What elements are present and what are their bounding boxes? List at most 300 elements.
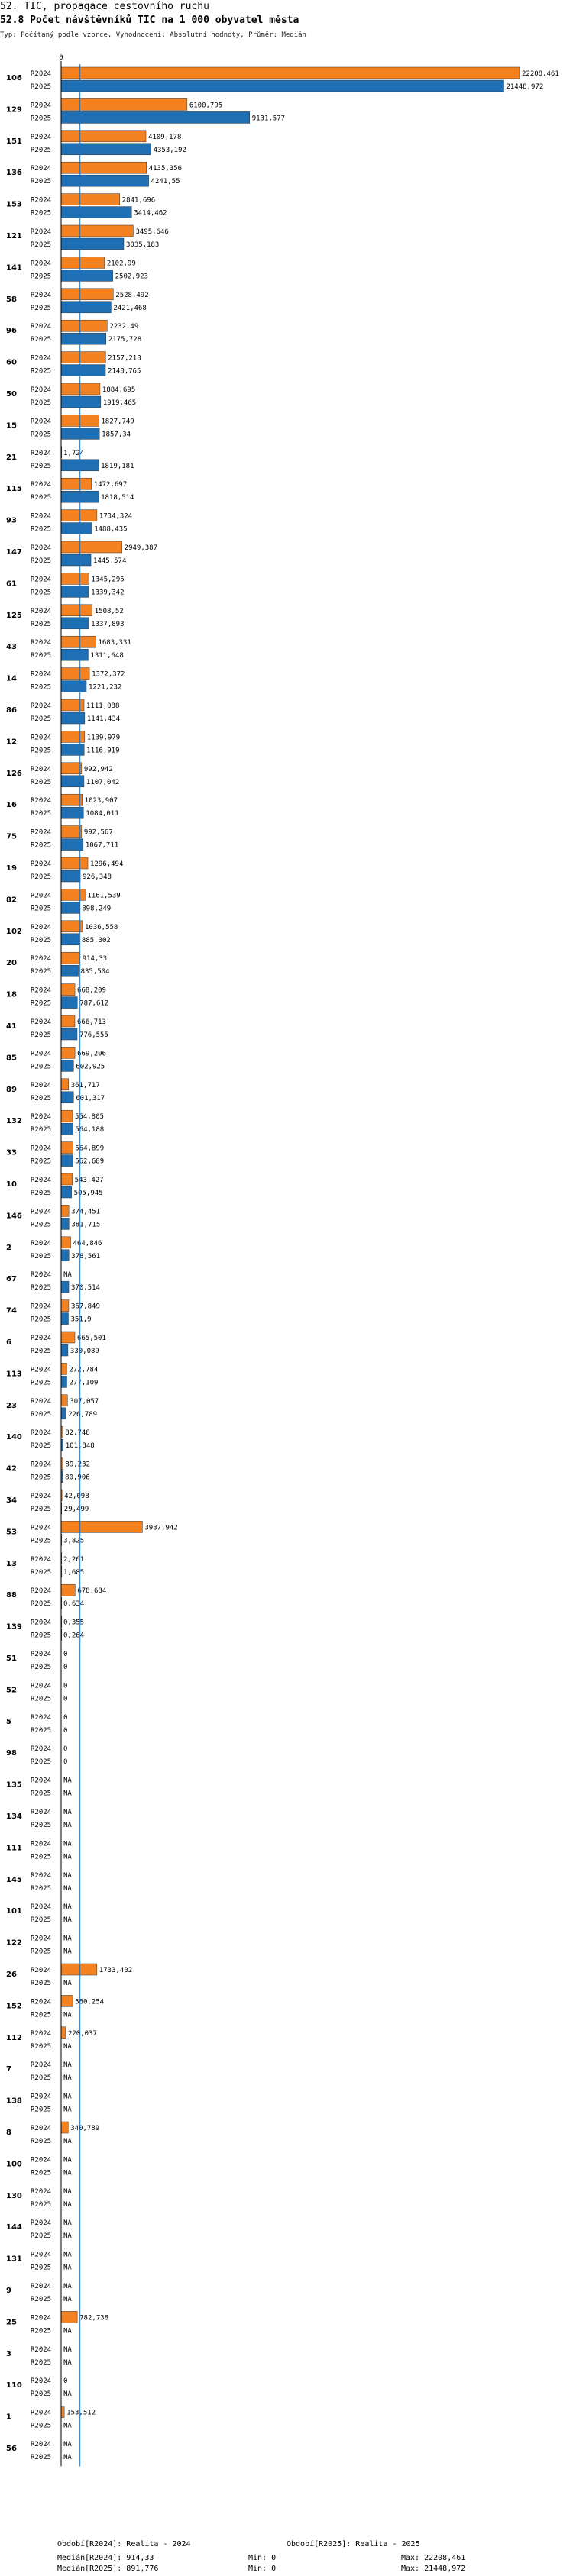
data-label-r2024: 669,206 — [77, 1050, 107, 1058]
group-label: 139 — [6, 1622, 22, 1632]
data-label-r2025: NA — [63, 2138, 72, 2145]
data-label-r2024: 554,805 — [74, 1113, 104, 1122]
bar-r2025 — [61, 523, 92, 534]
group-label: 7 — [6, 2065, 11, 2074]
series-label-r2024: R2024 — [31, 1177, 52, 1184]
data-label-r2025: 1445,574 — [93, 557, 127, 565]
data-label-r2024: 361,717 — [70, 1081, 100, 1089]
series-label-r2025: R2025 — [31, 999, 52, 1008]
series-label-r2024: R2024 — [31, 2187, 52, 2196]
data-label-r2025: 21448,972 — [506, 83, 544, 91]
series-label-r2024: R2024 — [31, 765, 52, 773]
series-label-r2024: R2024 — [31, 1018, 52, 1026]
group-label: 12 — [6, 738, 17, 747]
data-label-r2024: NA — [63, 2093, 72, 2101]
series-label-r2024: R2024 — [31, 2093, 52, 2101]
data-label-r2025: 0 — [63, 1758, 68, 1767]
bar-r2024 — [61, 699, 84, 711]
data-label-r2024: 1472,697 — [93, 481, 128, 489]
data-label-r2025: 1107,042 — [86, 778, 120, 786]
data-label-r2024: 564,899 — [75, 1144, 105, 1153]
series-label-r2025: R2025 — [31, 1252, 52, 1261]
data-label-r2024: 665,501 — [76, 1335, 106, 1342]
series-label-r2024: R2024 — [31, 1461, 52, 1469]
bar-r2025 — [61, 902, 79, 913]
series-label-r2024: R2024 — [31, 986, 52, 995]
group-label: 53 — [6, 1528, 17, 1537]
series-label-r2024: R2024 — [31, 512, 52, 521]
series-label-r2024: R2024 — [31, 2314, 52, 2323]
series-label-r2025: R2025 — [31, 715, 52, 723]
bar-r2024 — [61, 1047, 75, 1058]
bar-r2025 — [61, 1092, 73, 1103]
data-label-r2025: NA — [63, 2042, 72, 2051]
series-label-r2024: R2024 — [31, 797, 52, 805]
series-label-r2024: R2024 — [31, 2219, 52, 2228]
bar-r2024 — [61, 352, 105, 363]
bar-r2024 — [61, 763, 82, 774]
group-label: 113 — [6, 1370, 22, 1379]
series-label-r2024: R2024 — [31, 607, 52, 615]
group-label: 86 — [6, 706, 17, 715]
series-label-r2024: R2024 — [31, 1144, 52, 1153]
group-label: 82 — [6, 896, 17, 905]
group-label: 33 — [6, 1148, 17, 1157]
bar-r2024 — [61, 510, 97, 521]
data-label-r2025: 602,925 — [76, 1063, 105, 1071]
data-label-r2024: 2949,387 — [124, 544, 158, 552]
series-label-r2024: R2024 — [31, 102, 52, 110]
series-label-r2025: R2025 — [31, 1410, 52, 1419]
data-label-r2024: 3937,942 — [144, 1524, 178, 1532]
data-label-r2025: 1084,011 — [86, 810, 119, 818]
group-label: 21 — [6, 453, 17, 462]
data-label-r2024: 153,512 — [66, 2409, 96, 2417]
data-label-r2025: 3035,183 — [126, 241, 160, 249]
series-label-r2024: R2024 — [31, 923, 52, 931]
data-label-r2024: 340,789 — [70, 2125, 100, 2132]
group-label: 6 — [6, 1338, 11, 1347]
group-label: 23 — [6, 1401, 17, 1410]
data-label-r2025: 9131,577 — [251, 115, 286, 123]
series-label-r2025: R2025 — [31, 841, 52, 850]
bar-r2025 — [61, 934, 79, 945]
group-label: 75 — [6, 832, 17, 841]
data-label-r2025: 835,504 — [80, 968, 110, 976]
series-label-r2025: R2025 — [31, 1190, 52, 1197]
bar-r2024 — [61, 605, 92, 616]
bar-r2024 — [61, 1584, 75, 1596]
data-label-r2024: 1111,088 — [86, 702, 120, 710]
bar-r2025 — [61, 1344, 68, 1356]
data-label-r2024: 42,098 — [64, 1493, 89, 1500]
series-label-r2024: R2024 — [31, 1335, 52, 1342]
bar-r2025 — [61, 744, 84, 755]
series-label-r2024: R2024 — [31, 1050, 52, 1058]
data-label-r2025: 0 — [63, 1726, 68, 1735]
series-label-r2025: R2025 — [31, 1600, 52, 1609]
data-label-r2025: 1221,232 — [88, 683, 122, 692]
bar-r2025 — [61, 238, 124, 250]
data-label-r2025: 381,715 — [71, 1221, 101, 1229]
series-label-r2025: R2025 — [31, 1916, 52, 1925]
group-label: 18 — [6, 990, 17, 999]
series-label-r2025: R2025 — [31, 1506, 52, 1513]
series-label-r2025: R2025 — [31, 2200, 52, 2209]
data-label-r2025: 2175,728 — [108, 336, 142, 344]
bar-r2025 — [61, 144, 151, 155]
bar-r2024 — [61, 1142, 73, 1154]
group-label: 10 — [6, 1180, 17, 1189]
series-label-r2024: R2024 — [31, 702, 52, 710]
series-label-r2024: R2024 — [31, 544, 52, 552]
series-label-r2024: R2024 — [31, 2251, 52, 2259]
data-label-r2024: 0,355 — [63, 1619, 85, 1627]
series-label-r2024: R2024 — [31, 2345, 52, 2354]
data-label-r2025: NA — [63, 2232, 72, 2241]
bar-r2024 — [61, 857, 88, 869]
group-label: 130 — [6, 2191, 22, 2200]
data-label-r2024: 678,684 — [77, 1587, 107, 1596]
group-label: 60 — [6, 358, 17, 367]
bar-r2025 — [61, 1218, 69, 1229]
group-label: 34 — [6, 1496, 17, 1505]
bar-r2024 — [61, 383, 100, 395]
data-label-r2025: NA — [63, 1853, 72, 1861]
footer-median-r2025: Medián[R2025]: 891,776 — [57, 2565, 159, 2573]
data-label-r2025: 1,685 — [63, 1568, 85, 1577]
data-label-r2024: 1161,539 — [87, 892, 121, 900]
bar-r2024 — [61, 636, 96, 647]
data-label-r2024: NA — [63, 1935, 72, 1943]
bar-r2025 — [61, 1060, 73, 1071]
data-label-r2025: 4353,192 — [153, 146, 186, 154]
series-label-r2025: R2025 — [31, 810, 52, 818]
group-label: 85 — [6, 1054, 17, 1063]
series-label-r2024: R2024 — [31, 1777, 52, 1785]
bar-r2024 — [61, 1205, 69, 1216]
group-label: 67 — [6, 1275, 17, 1284]
series-label-r2024: R2024 — [31, 576, 52, 584]
data-label-r2025: 926,348 — [83, 873, 112, 881]
series-label-r2025: R2025 — [31, 1568, 52, 1577]
series-label-r2024: R2024 — [31, 1429, 52, 1438]
data-label-r2025: 564,188 — [75, 1126, 105, 1135]
data-label-r2024: NA — [63, 1777, 72, 1785]
group-label: 110 — [6, 2381, 22, 2390]
data-label-r2024: NA — [63, 2156, 72, 2164]
data-label-r2025: 1337,893 — [91, 620, 125, 628]
data-label-r2025: NA — [63, 1790, 72, 1798]
data-label-r2024: NA — [63, 2441, 72, 2448]
data-label-r2025: 1819,181 — [101, 462, 134, 470]
x-tick-label: 0 — [59, 54, 63, 62]
group-label: 1 — [6, 2413, 11, 2422]
data-label-r2024: 89,232 — [65, 1461, 90, 1469]
bar-r2025 — [61, 1376, 66, 1387]
bar-r2024 — [61, 289, 113, 300]
data-label-r2025: 601,317 — [76, 1094, 105, 1102]
data-label-r2024: 220,037 — [67, 2029, 97, 2038]
data-label-r2024: 1036,558 — [85, 923, 118, 931]
bar-r2025 — [61, 649, 88, 660]
data-label-r2024: 1827,749 — [101, 418, 134, 426]
group-label: 42 — [6, 1464, 17, 1474]
data-label-r2024: 992,567 — [83, 828, 113, 837]
group-label: 74 — [6, 1306, 17, 1315]
series-label-r2025: R2025 — [31, 2138, 52, 2145]
series-label-r2025: R2025 — [31, 620, 52, 628]
series-label-r2025: R2025 — [31, 968, 52, 976]
series-label-r2024: R2024 — [31, 481, 52, 489]
series-label-r2024: R2024 — [31, 418, 52, 426]
bar-r2024 — [61, 67, 520, 79]
data-label-r2025: 330,089 — [70, 1348, 99, 1355]
data-label-r2025: NA — [63, 2327, 72, 2336]
series-label-r2024: R2024 — [31, 323, 52, 331]
bar-r2024 — [61, 1332, 75, 1343]
group-label: 19 — [6, 864, 17, 873]
series-label-r2025: R2025 — [31, 367, 52, 376]
data-label-r2024: 2157,218 — [108, 354, 141, 363]
series-label-r2024: R2024 — [31, 2283, 52, 2290]
group-label: 9 — [6, 2287, 11, 2295]
series-label-r2025: R2025 — [31, 1884, 52, 1893]
group-label: 100 — [6, 2160, 22, 2169]
data-label-r2024: 560,254 — [75, 1998, 105, 2006]
group-label: 88 — [6, 1591, 17, 1600]
series-label-r2024: R2024 — [31, 1113, 52, 1122]
data-label-r2025: NA — [63, 1822, 72, 1829]
series-label-r2025: R2025 — [31, 399, 52, 407]
data-label-r2024: 1139,979 — [86, 734, 121, 742]
series-label-r2024: R2024 — [31, 1998, 52, 2006]
series-label-r2024: R2024 — [31, 449, 52, 457]
data-label-r2025: 0 — [63, 1695, 68, 1703]
group-label: 43 — [6, 643, 17, 652]
data-label-r2024: NA — [63, 1903, 72, 1912]
group-label: 136 — [6, 169, 22, 178]
group-label: 13 — [6, 1559, 17, 1568]
series-label-r2024: R2024 — [31, 1745, 52, 1754]
group-label: 126 — [6, 769, 22, 778]
group-label: 146 — [6, 1212, 22, 1221]
bar-r2025 — [61, 80, 503, 92]
bar-r2024 — [61, 225, 133, 237]
series-label-r2025: R2025 — [31, 1094, 52, 1102]
bar-r2025 — [61, 870, 80, 882]
series-label-r2024: R2024 — [31, 2441, 52, 2448]
group-label: 98 — [6, 1749, 17, 1758]
data-label-r2024: 1733,402 — [99, 1967, 133, 1974]
series-label-r2025: R2025 — [31, 273, 52, 281]
bar-r2024 — [61, 1079, 69, 1090]
data-label-r2025: 562,689 — [75, 1157, 105, 1166]
bar-r2024 — [61, 320, 107, 331]
data-label-r2024: 6100,795 — [189, 102, 223, 110]
group-label: 111 — [6, 1844, 22, 1853]
bar-r2024 — [61, 2027, 66, 2039]
data-label-r2025: 776,555 — [79, 1031, 108, 1039]
data-label-r2025: NA — [63, 2358, 72, 2367]
bar-r2024 — [61, 257, 105, 268]
series-label-r2025: R2025 — [31, 525, 52, 534]
bar-r2024 — [61, 921, 83, 932]
group-label: 26 — [6, 1971, 17, 1979]
bar-r2025 — [61, 1250, 69, 1261]
bar-r2024 — [61, 1110, 73, 1122]
bar-r2025 — [61, 207, 131, 218]
footer-period-r2024: Období[R2024]: Realita - 2024 — [57, 2540, 191, 2549]
group-label: 151 — [6, 137, 22, 146]
group-label: 14 — [6, 674, 17, 683]
series-label-r2024: R2024 — [31, 260, 52, 268]
series-label-r2025: R2025 — [31, 2074, 52, 2083]
chart-description: Typ: Počítaný podle vzorce, Vyhodnocení: Absolutní hodnoty, Průměr: Medián — [0, 31, 306, 39]
data-label-r2025: 1311,648 — [90, 652, 124, 660]
bar-r2024 — [61, 1173, 73, 1185]
data-label-r2025: NA — [63, 2106, 72, 2114]
data-label-r2024: 1884,695 — [102, 386, 136, 394]
data-label-r2024: NA — [63, 1271, 72, 1280]
bar-r2025 — [61, 396, 101, 408]
group-label: 61 — [6, 579, 17, 589]
data-label-r2024: 464,846 — [73, 1239, 102, 1248]
chart-title: 52. TIC, propagace cestovního ruchu — [0, 1, 209, 12]
bar-r2024 — [61, 162, 147, 173]
data-label-r2024: 22208,461 — [522, 70, 559, 78]
bar-r2024 — [61, 2407, 64, 2418]
data-label-r2024: 1508,52 — [94, 607, 124, 615]
data-label-r2024: 0 — [63, 2377, 68, 2386]
group-label: 41 — [6, 1022, 17, 1031]
data-label-r2025: 4241,55 — [151, 178, 180, 186]
series-label-r2025: R2025 — [31, 2327, 52, 2336]
series-label-r2024: R2024 — [31, 892, 52, 900]
series-label-r2025: R2025 — [31, 494, 52, 502]
series-label-r2024: R2024 — [31, 1713, 52, 1722]
group-label: 132 — [6, 1117, 22, 1126]
group-label: 50 — [6, 390, 17, 399]
data-label-r2025: NA — [63, 1884, 72, 1893]
data-label-r2025: NA — [63, 2296, 72, 2303]
data-label-r2025: NA — [63, 2390, 72, 2399]
series-label-r2025: R2025 — [31, 1442, 52, 1451]
data-label-r2025: NA — [63, 1948, 72, 1956]
data-label-r2024: 0 — [63, 1745, 68, 1754]
series-label-r2025: R2025 — [31, 2422, 52, 2430]
series-label-r2025: R2025 — [31, 83, 52, 91]
series-label-r2025: R2025 — [31, 2232, 52, 2241]
data-label-r2025: 505,945 — [73, 1190, 103, 1197]
group-label: 2 — [6, 1243, 11, 1252]
group-label: 129 — [6, 105, 22, 115]
bar-r2024 — [61, 1015, 75, 1027]
data-label-r2024: NA — [63, 2283, 72, 2290]
series-label-r2025: R2025 — [31, 2264, 52, 2272]
series-label-r2024: R2024 — [31, 1493, 52, 1500]
data-label-r2024: 4109,178 — [148, 133, 182, 141]
series-label-r2025: R2025 — [31, 2390, 52, 2399]
series-label-r2025: R2025 — [31, 209, 52, 218]
data-label-r2025: 1818,514 — [101, 494, 134, 502]
group-label: 16 — [6, 801, 17, 810]
bar-r2025 — [61, 1186, 72, 1198]
series-label-r2024: R2024 — [31, 1651, 52, 1658]
series-label-r2024: R2024 — [31, 2061, 52, 2070]
group-label: 115 — [6, 485, 22, 494]
series-label-r2025: R2025 — [31, 747, 52, 755]
data-label-r2025: 2502,923 — [115, 273, 148, 281]
group-label: 121 — [6, 232, 22, 240]
series-label-r2025: R2025 — [31, 589, 52, 597]
bar-r2024 — [61, 131, 146, 142]
data-label-r2024: 3495,646 — [135, 228, 169, 236]
bar-r2024 — [61, 952, 80, 964]
data-label-r2024: 4135,356 — [148, 165, 183, 173]
bar-r2024 — [61, 2122, 68, 2133]
data-label-r2024: 782,738 — [79, 2314, 109, 2323]
bar-r2024 — [61, 1300, 69, 1312]
series-label-r2025: R2025 — [31, 1474, 52, 1482]
bar-r2024 — [61, 541, 122, 553]
group-label: 122 — [6, 1938, 22, 1948]
data-label-r2024: 543,427 — [74, 1177, 104, 1184]
data-label-r2025: NA — [63, 2454, 72, 2461]
data-label-r2025: 1339,342 — [91, 589, 125, 597]
group-label: 106 — [6, 74, 22, 82]
bar-r2025 — [61, 270, 113, 281]
group-label: 56 — [6, 2445, 17, 2453]
series-label-r2024: R2024 — [31, 1397, 52, 1406]
series-label-r2024: R2024 — [31, 1682, 52, 1690]
bar-r2025 — [61, 302, 111, 313]
series-label-r2025: R2025 — [31, 1063, 52, 1071]
series-label-r2024: R2024 — [31, 639, 52, 647]
data-label-r2024: NA — [63, 2187, 72, 2196]
data-label-r2025: 1067,711 — [85, 841, 119, 850]
bar-r2024 — [61, 668, 89, 680]
data-label-r2024: 2102,99 — [106, 260, 136, 268]
series-label-r2025: R2025 — [31, 1221, 52, 1229]
data-label-r2024: 914,33 — [82, 955, 108, 964]
series-label-r2025: R2025 — [31, 1726, 52, 1735]
chart-footer — [0, 2539, 573, 2576]
series-label-r2024: R2024 — [31, 1871, 52, 1880]
data-label-r2025: 1857,34 — [102, 431, 131, 439]
group-label: 102 — [6, 927, 22, 936]
data-label-r2025: NA — [63, 2264, 72, 2272]
series-label-r2025: R2025 — [31, 1980, 52, 1987]
bar-r2024 — [61, 1964, 97, 1975]
series-label-r2025: R2025 — [31, 2169, 52, 2177]
series-label-r2024: R2024 — [31, 828, 52, 837]
group-label: 138 — [6, 2097, 22, 2106]
group-label: 5 — [6, 1717, 11, 1726]
data-label-r2025: 3414,462 — [134, 209, 167, 218]
data-label-r2024: 1,724 — [63, 449, 85, 457]
series-label-r2025: R2025 — [31, 1348, 52, 1355]
data-label-r2025: 1919,465 — [102, 399, 137, 407]
bar-r2024 — [61, 1395, 67, 1406]
series-label-r2024: R2024 — [31, 670, 52, 679]
data-label-r2024: NA — [63, 1840, 72, 1848]
series-label-r2024: R2024 — [31, 1208, 52, 1216]
series-label-r2025: R2025 — [31, 905, 52, 913]
series-label-r2024: R2024 — [31, 70, 52, 78]
bar-r2024 — [61, 984, 75, 996]
data-label-r2025: 898,249 — [82, 905, 112, 913]
